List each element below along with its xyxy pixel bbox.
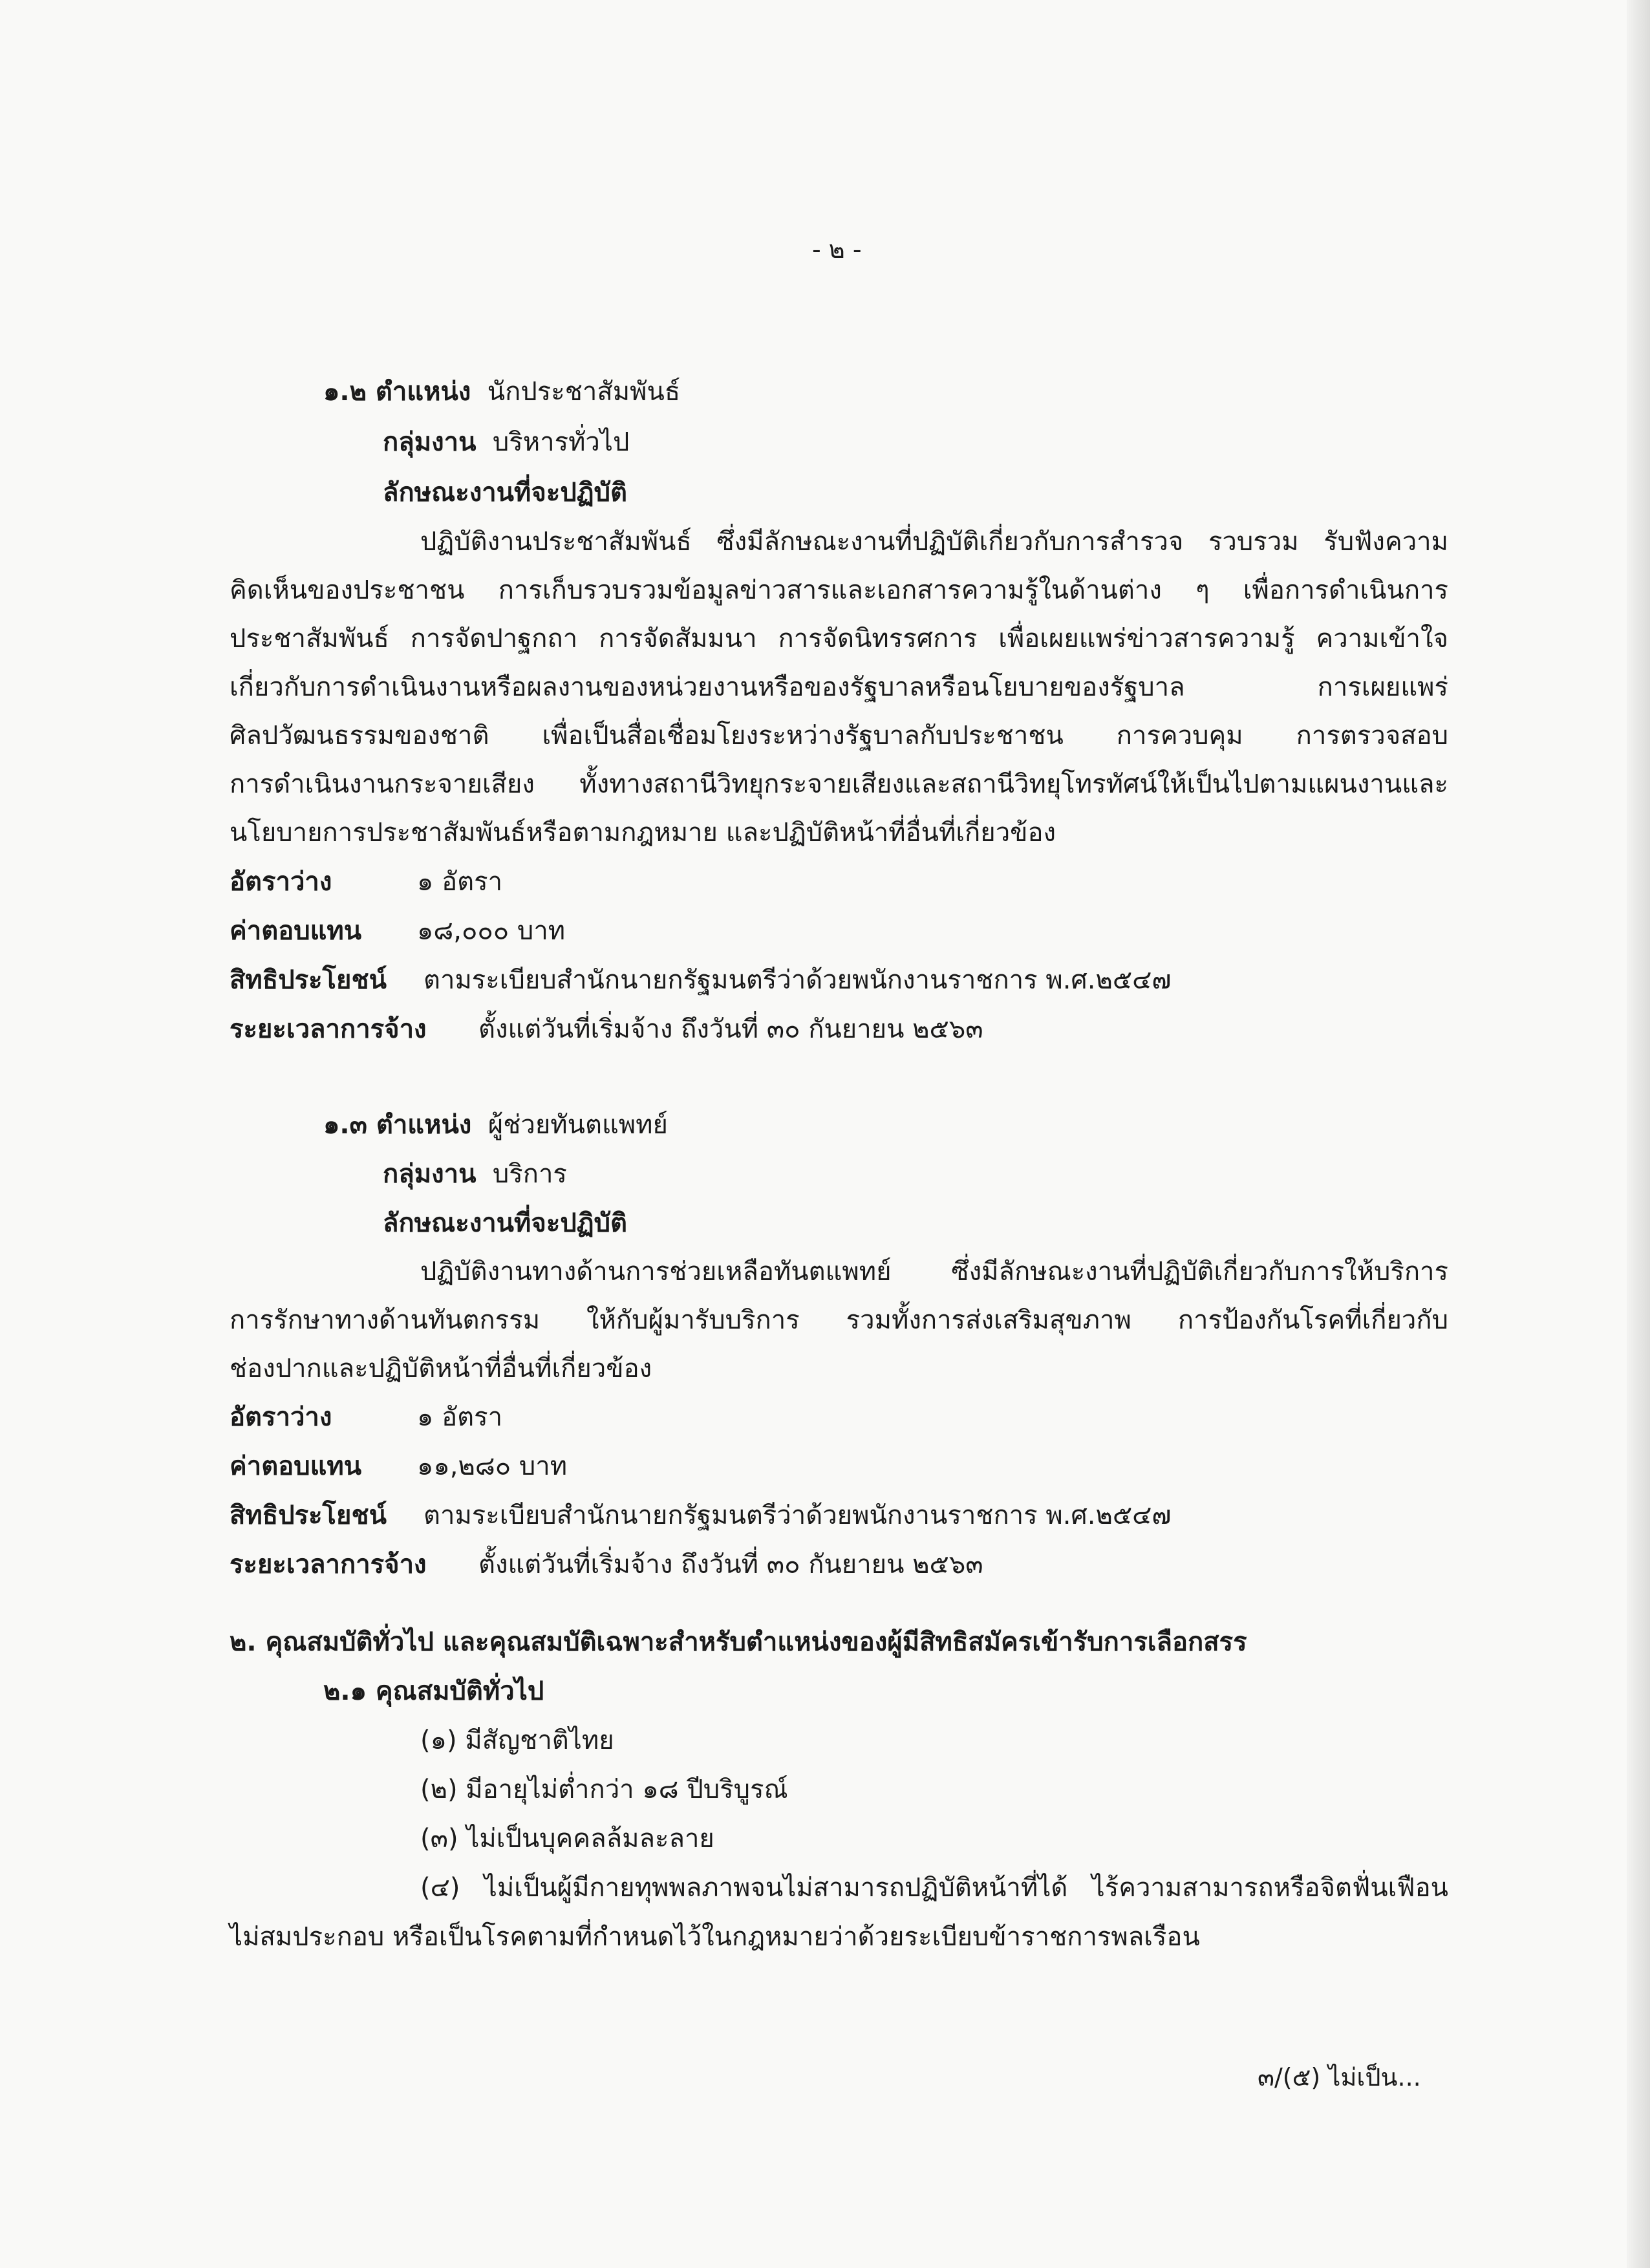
section-1-3-heading bbox=[323, 1107, 668, 1143]
section-1-3-benefit-row bbox=[230, 1497, 1172, 1534]
period-label: ระยะเวลาการจ้าง bbox=[230, 1014, 427, 1044]
continuation-footer: ๓/(๕) ไม่เป็น... bbox=[1258, 2063, 1421, 2091]
section-1-3-number-label: ๑.๓ ตำแหน่ง bbox=[323, 1110, 472, 1140]
section-2-1-heading: ๒.๑ คุณสมบัติทั่วไป bbox=[323, 1676, 544, 1706]
section-1-2-vacancy-row bbox=[230, 864, 502, 900]
section-1-2-group-label: กลุ่มงาน bbox=[383, 427, 477, 457]
section-1-2-position: นักประชาสัมพันธ์ bbox=[487, 377, 681, 407]
section-1-2-desc-line: เกี่ยวกับการดำเนินงานหรือผลงานของหน่วยงานหรือของรัฐบาลหรือนโยบายของรัฐบาล การเผยแพร่ bbox=[230, 672, 1448, 702]
benefit-value: ตามระเบียบสำนักนายกรัฐมนตรีว่าด้วยพนักงานราชการ พ.ศ.๒๕๔๗ bbox=[423, 965, 1172, 995]
vacancy-label: อัตราว่าง bbox=[230, 867, 332, 897]
section-1-2-pay-row bbox=[230, 913, 565, 949]
qualification-item: (๓) ไม่เป็นบุคคลล้มละลาย bbox=[420, 1824, 714, 1854]
pay-value: ๑๘,๐๐๐ บาท bbox=[417, 916, 566, 946]
section-1-2-desc-line: ปฏิบัติงานประชาสัมพันธ์ ซึ่งมีลักษณะงานที่ปฏิบัติเกี่ยวกับการสำรวจ รวบรวม รับฟังความ bbox=[420, 527, 1448, 557]
section-1-2-desc-line: ศิลปวัฒนธรรมของชาติ เพื่อเป็นสื่อเชื่อมโยงระหว่างรัฐบาลกับประชาชน การควบคุม การตรวจสอบ bbox=[230, 721, 1448, 751]
vacancy-value: ๑ อัตรา bbox=[417, 867, 503, 897]
section-1-3-desc-line: การรักษาทางด้านทันตกรรม ให้กับผู้มารับบริการ รวมทั้งการส่งเสริมสุขภาพ การป้องกันโรคที่เกี่ยวกับ bbox=[230, 1305, 1448, 1335]
benefit-label: สิทธิประโยชน์ bbox=[230, 1501, 387, 1530]
section-1-2-desc-line: นโยบายการประชาสัมพันธ์หรือตามกฎหมาย และปฏิบัติหน้าที่อื่นที่เกี่ยวข้อง bbox=[230, 818, 1056, 848]
benefit-value: ตามระเบียบสำนักนายกรัฐมนตรีว่าด้วยพนักงานราชการ พ.ศ.๒๕๔๗ bbox=[423, 1501, 1172, 1530]
section-1-2-duty-label: ลักษณะงานที่จะปฏิบัติ bbox=[383, 478, 627, 508]
vacancy-value: ๑ อัตรา bbox=[417, 1402, 503, 1432]
period-label: ระยะเวลาการจ้าง bbox=[230, 1550, 427, 1579]
section-1-3-vacancy-row bbox=[230, 1399, 502, 1435]
scan-edge-shadow bbox=[1627, 0, 1650, 2268]
period-value: ตั้งแต่วันที่เริ่มจ้าง ถึงวันที่ ๓๐ กันยายน ๒๕๖๓ bbox=[478, 1014, 983, 1044]
section-1-2-period-row bbox=[230, 1011, 983, 1047]
section-1-2-number-label: ๑.๒ ตำแหน่ง bbox=[323, 377, 471, 407]
section-1-2-desc-line: คิดเห็นของประชาชน การเก็บรวบรวมข้อมูลข่าวสารและเอกสารความรู้ในด้านต่าง ๆ เพื่อการดำเนินการ bbox=[230, 575, 1448, 605]
pay-value: ๑๑,๒๘๐ บาท bbox=[417, 1451, 568, 1481]
pay-label: ค่าตอบแทน bbox=[230, 1451, 362, 1481]
section-1-2-group-value: บริหารทั่วไป bbox=[492, 427, 630, 457]
section-1-2-desc-line: ประชาสัมพันธ์ การจัดปาฐกถา การจัดสัมมนา การจัดนิทรรศการ เพื่อเผยแพร่ข่าวสารความรู้ ความเข้าใจ bbox=[230, 624, 1448, 654]
section-1-3-position: ผู้ช่วยทันตแพทย์ bbox=[488, 1110, 668, 1140]
section-1-3-desc-line: ปฏิบัติงานทางด้านการช่วยเหลือทันตแพทย์ ซึ่งมีลักษณะงานที่ปฏิบัติเกี่ยวกับการให้บริการ bbox=[420, 1257, 1448, 1287]
pay-label: ค่าตอบแทน bbox=[230, 916, 362, 946]
qualification-item-continued: ไม่สมประกอบ หรือเป็นโรคตามที่กำหนดไว้ในกฎหมายว่าด้วยระเบียบข้าราชการพลเรือน bbox=[230, 1922, 1200, 1952]
section-1-2-benefit-row bbox=[230, 962, 1172, 998]
section-2-heading: ๒. คุณสมบัติทั่วไป และคุณสมบัติเฉพาะสำหรับตำแหน่งของผู้มีสิทธิสมัครเข้ารับการเลือกสรร bbox=[230, 1627, 1247, 1657]
section-1-3-group-label: กลุ่มงาน bbox=[383, 1159, 477, 1189]
section-1-3-desc-line: ช่องปากและปฏิบัติหน้าที่อื่นที่เกี่ยวข้อง bbox=[230, 1354, 652, 1384]
section-1-2-heading bbox=[323, 374, 680, 410]
section-1-3-group bbox=[383, 1156, 567, 1192]
period-value: ตั้งแต่วันที่เริ่มจ้าง ถึงวันที่ ๓๐ กันยายน ๒๕๖๓ bbox=[478, 1550, 983, 1579]
section-1-3-group-value: บริการ bbox=[492, 1159, 567, 1189]
section-1-2-desc-line: การดำเนินงานกระจายเสียง ทั้งทางสถานีวิทยุกระจายเสียงและสถานีวิทยุโทรทัศน์ให้เป็นไปตามแผนงานและ bbox=[230, 769, 1448, 799]
benefit-label: สิทธิประโยชน์ bbox=[230, 965, 387, 995]
vacancy-label: อัตราว่าง bbox=[230, 1402, 332, 1432]
section-1-3-period-row bbox=[230, 1546, 983, 1583]
section-1-3-duty-label: ลักษณะงานที่จะปฏิบัติ bbox=[383, 1208, 627, 1238]
qualification-item: (๑) มีสัญชาติไทย bbox=[420, 1726, 614, 1755]
qualification-item: (๔) ไม่เป็นผู้มีกายทุพพลภาพจนไม่สามารถปฏิบัติหน้าที่ได้ ไร้ความสามารถหรือจิตฟั่นเฟือน bbox=[420, 1873, 1448, 1903]
page-number: - ๒ - bbox=[812, 235, 862, 264]
qualification-item: (๒) มีอายุไม่ต่ำกว่า ๑๘ ปีบริบูรณ์ bbox=[420, 1775, 788, 1804]
section-1-3-pay-row bbox=[230, 1448, 567, 1484]
section-1-2-group bbox=[383, 424, 629, 460]
